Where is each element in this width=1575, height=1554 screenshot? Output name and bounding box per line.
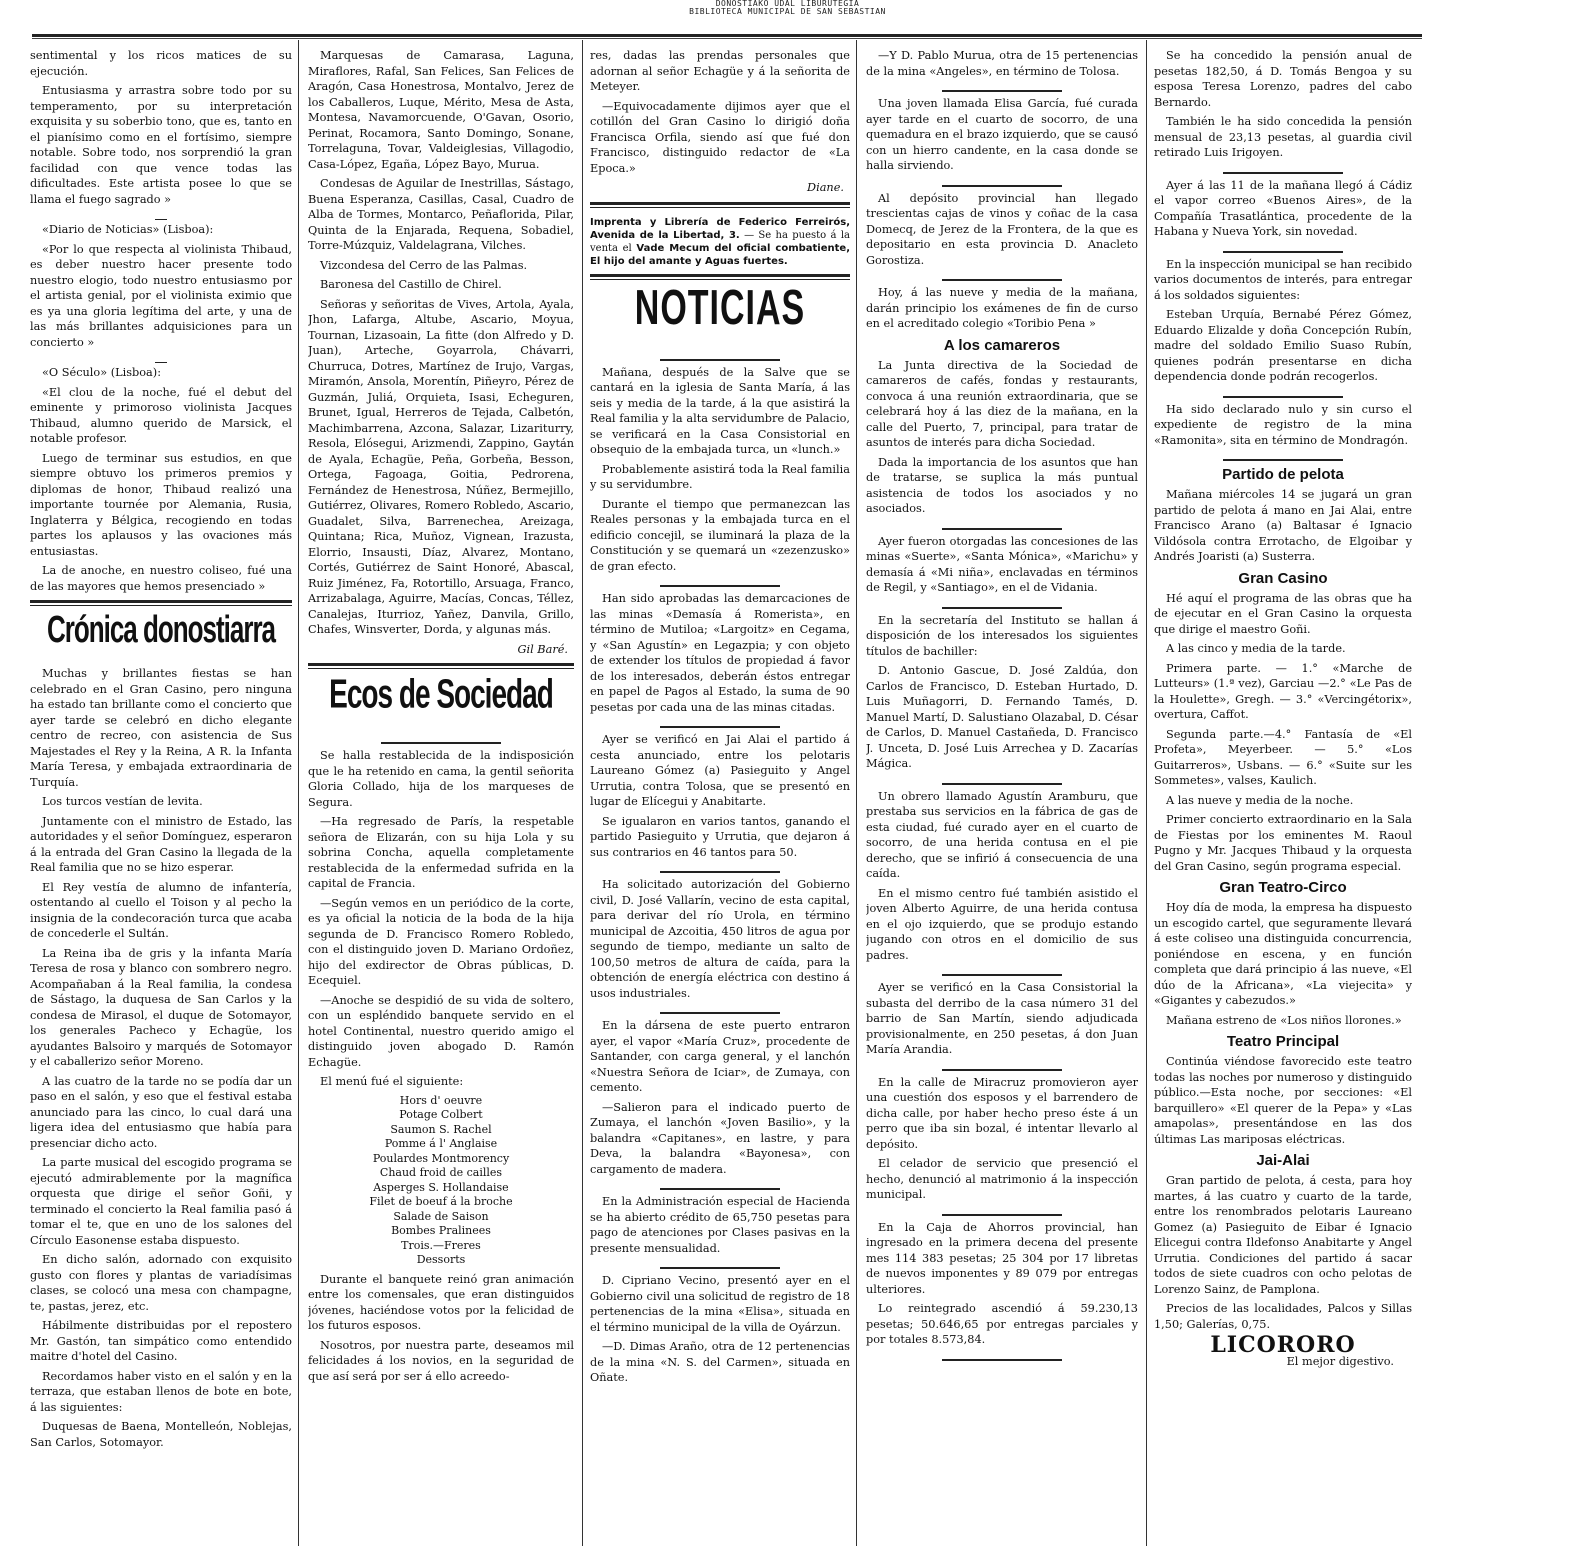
paragraph: —D. Dimas Araño, otra de 12 pertenencias de la mina «N. S. del Carmen», situada en Oñate. (590, 1340, 850, 1384)
section-heading: Gran Casino (1238, 569, 1328, 587)
paragraph: Primera parte. — 1.° «Marche de Lutteurs» (1.ª vez), Garciau —2.° «Le Pas de la Houlette», Gregh. — 3.° «Vercingétorix», overtura, Caffot. (1154, 661, 1412, 721)
menu-item: Pomme á l' Anglaise (384, 1137, 498, 1150)
separator (590, 719, 850, 727)
paragraph: Hábilmente distribuidas por el repostero Mr. Gastón, tan simpático como entendido maitre d'hotel del Casino. (30, 1319, 292, 1363)
section-heading: Jai-Alai (1256, 1152, 1310, 1169)
paragraph: En la secretaría del Instituto se hallan á disposición de los interesados los siguientes títulos de bachiller: (866, 613, 1138, 658)
menu-item: Trois.—Freres (401, 1238, 481, 1252)
paragraph: Mañana estreno de «Los niños llorones.» (1166, 1013, 1402, 1027)
paragraph: En la inspección municipal se han recibido varios documentos de interés, para entregar á los soldados siguientes: (1154, 257, 1412, 302)
masthead-line-2: BIBLIOTECA MUNICIPAL DE SAN SEBASTIAN (689, 7, 886, 16)
menu-item: Chaud froid de cailles (379, 1166, 503, 1179)
menu-item: Asperges S. Hollandaise (373, 1180, 509, 1194)
separator (590, 1260, 850, 1268)
paragraph: En la calle de Miracruz promovieron ayer una cuestión dos esposos y el barrendero de dicha calle, por haber hecho preso éste á un perro que iba sin bozal, é intentar llevarlo al depósito. (866, 1075, 1138, 1151)
paragraph: D. Antonio Gascue, D. José Zaldúa, don Carlos de Francisco, D. Esteban Hurtado, D. Luis Muñagorri, D. Fernando Tamés, D. Manuel Martí, D. Salustiano Olazabal, D. César de Carlos, D. Manuel Castañeda, D. Francisco J. Unceta, D. José Luis Arrechea y D. Zacarías Mágica. (866, 664, 1138, 770)
paragraph: El menú fué el siguiente: (320, 1075, 464, 1088)
title-separator (308, 735, 574, 743)
separator (866, 178, 1138, 186)
menu-item: Dessorts (416, 1253, 466, 1266)
paragraph: —Según vemos en un periódico de la corte, es ya oficial la noticia de la boda de la hija segunda de D. Francisco Romero Robledo, con el distinguido joven D. Mariano Ordoñez, hijo del exdirector de Obras públicas, D. Ecequiel. (308, 896, 574, 987)
paragraph: Dada la importancia de los asuntos que han de tratarse, se suplica la más puntual asistencia de todos los asociados y no asociados. (866, 455, 1138, 515)
paragraph: «El clou de la noche, fué el debut del eminente y primoroso violinista Jacques Thibaud, alumno querido de Marsick, el notable profesor. (30, 385, 292, 445)
section-heading: Teatro Principal (1226, 1033, 1340, 1050)
paragraph: Un obrero llamado Agustín Aramburu, que prestaba sus servicios en la fábrica de gas de esta ciudad, fué curado ayer en el cuarto de socorro, de una herida contusa en el pie derecho, que se infirió á consecuencia de una caída. (866, 789, 1138, 880)
imprenta-notice (590, 216, 850, 268)
paragraph: También le ha sido concedida la pensión mensual de 23,13 pesetas, al guardia civil retirado Luis Irigoyen. (1154, 115, 1412, 159)
separator (1154, 244, 1412, 252)
paragraph: Lo reintegrado ascendió á 59.230,13 pesetas; 50.646,65 por entregas parciales y por totales 8.573,84. (866, 1302, 1138, 1346)
separator (1154, 452, 1412, 460)
paragraph: Marquesas de Camarasa, Laguna, Miraflores, Rafal, San Felices, San Felices de Aragón, Casa Honestrosa, Montalvo, Jerez de los Caballeros, Luque, Mérito, Mesa de Asta, Montesa, Navamorcuende, O'Gavan, Osorio, Perinat, Rocamora, Santo Domingo, Sonane, Torrelaguna, Tovar, Valdeiglesias, Villagodio, Casa-López, Egaña, López Bayo, Murua. (308, 49, 574, 171)
separator (866, 776, 1138, 784)
paragraph: Ha sido declarado nulo y sin curso el expediente de registro de la mina «Ramonita», sita en término de Mondragón. (1154, 402, 1412, 447)
paragraph: Esteban Urquía, Bernabé Pérez Gómez, Eduardo Elizalde y doña Concepción Rubín, madre del soldado Emilio Suaso Rubín, quienes podrán presentarse en dicha dependencia donde podrán recogerlos. (1154, 308, 1412, 383)
paragraph: Primer concierto extraordinario en la Sala de Fiestas por los eminentes M. Raoul Pugno y Mr. Jacques Thibaud y la orquesta del Gran Casino, según programa especial. (1154, 813, 1412, 873)
paragraph: Durante el tiempo que permanezcan las Reales personas y la embajada turca en el edificio concejil, se iluminará la plaza de la Constitución y se quemará un «zezenzusko» de gran efecto. (590, 497, 850, 573)
signature: Gil Baré. (517, 642, 568, 656)
paragraph: Han sido aprobadas las demarcaciones de las minas «Demasía á Romerista», en término de Mutiloa; «Largoitz» en Cegama, y «San Agustín» en Legazpia; y con objeto de extender los títulos de propiedad á favor de los interesados, deberán éstos entregar en papel de Pagos al Estado, la suma de 90 pesetas por cada una de las minas citadas. (590, 592, 850, 714)
paragraph: Hoy día de moda, la empresa ha dispuesto un escogido cartel, que seguramente llevará á este coliseo una distinguida concurrencia, poniéndose en escena, y en función completa que dará principio á las nueve, «El dúo de la Africana», «La viejecita» y «Gigantes y cabezudos.» (1154, 901, 1412, 1007)
paragraph: Ayer á las 11 de la mañana llegó á Cádiz el vapor correo «Buenos Aires», de la Compañía Trasatlántica, procedente de la Habana y Nueva York, sin novedad. (1154, 178, 1412, 238)
paragraph: Recordamos haber visto en el salón y en la terraza, que estaban llenos de bote en bote, á las siguientes: (30, 1369, 292, 1414)
paragraph: Hoy, á las nueve y media de la mañana, darán principio los exámenes de fin de curso en el acreditado colegio «Toribio Pena » (866, 286, 1138, 330)
paragraph: «Diario de Noticias» (Lisboa): (42, 223, 214, 236)
paragraph: —Equivocadamente dijimos ayer que el cotillón del Gran Casino lo dirigió doña Francisca Orfila, siendo así que fué don Francisco, distinguido redactor de «La Epoca.» (590, 99, 850, 175)
paragraph: Muchas y brillantes fiestas se han celebrado en el Gran Casino, pero ninguna ha estado tan brillante como el concierto que ayer tarde se celebró en dicho elegante centro de recreo, con asistencia de Sus Majestades el Rey y la Reina, A R. la Infanta María Teresa, y embajada extraordinaria de Turquía. (30, 667, 292, 789)
paragraph: Ayer se verificó en la Casa Consistorial la subasta del derribo de la casa número 31 del barrio de San Martín, siendo adjudicada provisionalmente, en 250 pesetas, á don Juan María Arandia. (866, 981, 1138, 1056)
paragraph: Duquesas de Baena, Montelleón, Noblejas, San Carlos, Sotomayor. (30, 1420, 292, 1449)
ecos-title: Ecos de Sociedad (329, 671, 553, 717)
paragraph: res, dadas las prendas personales que adornan al señor Echagüe y á la señorita de Meteyer. (590, 49, 850, 93)
licororo-ad-slogan: El mejor digestivo. (1286, 1354, 1394, 1368)
section-heading: Partido de pelota (1222, 466, 1344, 483)
separator (1154, 389, 1412, 397)
paragraph: Ayer se verificó en Jai Alai el partido á cesta anunciado, entre los pelotaris Laureano Gómez (a) Pasieguito y Angel Urrutia, contra Tolosa, que se presentó en lugar de Elícegui y Anabitarte. (590, 733, 850, 808)
separator (866, 83, 1138, 91)
paragraph: sentimental y los ricos matices de su ejecución. (30, 49, 292, 78)
paragraph: En la Administración especial de Hacienda se ha abierto crédito de 65,750 pesetas para pago de atenciones por Clases pasivas en la presente mensualidad. (590, 1195, 850, 1255)
column-2 (308, 48, 574, 1548)
top-rule (32, 34, 1422, 39)
column-rule (582, 40, 583, 1546)
column-4 (866, 48, 1138, 1548)
paragraph: —Salieron para el indicado puerto de Zumaya, el lanchón «Joven Basilio», y la balandra «Capitanes», en lastre, y para Deva, la balandra «Bayonesa», con cargamento de madera. (590, 1100, 850, 1176)
separator (866, 1207, 1138, 1215)
separator (866, 1062, 1138, 1070)
title-separator (590, 352, 850, 360)
paragraph: Al depósito provincial han llegado trescientas cajas de vinos y coñac de la casa Domecq, de Jerez de la Frontera, de la que es depositario en esta provincia D. Anacleto Gorostiza. (866, 191, 1138, 267)
paragraph: Se ha concedido la pensión anual de pesetas 182,50, á D. Tomás Bengoa y su esposa Teresa Lorenzo, padres del cabo Bernardo. (1154, 49, 1412, 109)
paragraph: Los turcos vestían de levita. (42, 795, 203, 808)
separator (590, 864, 850, 872)
menu-item: Bombes Pralinees (391, 1224, 491, 1237)
licororo-ad-title: LICORORO (1210, 1332, 1356, 1358)
paragraph: Baronesa del Castillo de Chirel. (320, 278, 502, 291)
masthead-line-1: DONOSTIAKO UDAL LIBURUTEGIA (715, 0, 860, 8)
section-rule (308, 663, 574, 669)
paragraph: Se igualaron en varios tantos, ganando el partido Pasieguito y Urrutia, que dejaron á sus contrarios en 46 tantos para 50. (590, 814, 850, 859)
paragraph: La de anoche, en nuestro coliseo, fué una de las mayores que hemos presenciado » (30, 564, 292, 593)
paragraph: Continúa viéndose favorecido este teatro todas las noches por numeroso y distinguido público.—Esta noche, por secciones: «El barquillero» «El querer de la Pepa» y «Las amapolas», presentándose en las dos últimas Las mariposas eléctricas. (1154, 1055, 1412, 1146)
paragraph: La parte musical del escogido programa se ejecutó admirablemente por la magnífica orquesta que dirige el señor Goñi, y terminado el concierto la Real familia pasó á tomar el te, que en uno de los salones del Círculo Easonense estaba dispuesto. (30, 1156, 292, 1247)
menu-item: Hors d' oeuvre (399, 1093, 483, 1107)
imprenta-text: — Se ha puesto á la venta el (590, 229, 850, 254)
paragraph: En el mismo centro fué también asistido el joven Alberto Aguirre, de una herida contusa en el ojo izquierdo, que se produjo estando jugando con otros en el domicilio de sus padres. (866, 886, 1138, 962)
paragraph: Ayer fueron otorgadas las concesiones de las minas «Suerte», «Santa Mónica», «Marichu» y demasía á «Mi niña», enclavadas en términos de Regil, y «Santiago», en el de Vidania. (866, 534, 1138, 594)
paragraph: A las cuatro de la tarde no se podía dar un paso en el salón, y eso que el festival estaba anunciado para las cinco, lo cual dará una ligera idea del entusiasmo que había para presenciar dicho acto. (30, 1074, 292, 1150)
section-heading: Gran Teatro-Circo (1219, 879, 1347, 896)
paragraph: En la Caja de Ahorros provincial, han ingresado en la primera decena del presente mes 114 383 pesetas; 25 304 por 17 libretas de nuevos imponentes y 89 079 por entregas ulteriores. (866, 1220, 1138, 1296)
paragraph: Señoras y señoritas de Vives, Artola, Ayala, Jhon, Lafarga, Altube, Ascario, Moyua, Tournan, Lizasoain, La fitte (don Alfredo y D. Juan), Arteche, Goyarrola, Chávarri, Churruca, Dotres, Martínez de Irujo, Vargas, Miramón, Ansola, Morentín, Piñeyro, Pérez de Guzmán, Juliá, Orquieta, Isasi, Echeguren, Brunet, Igual, Herreros de Tejada, Calbetón, Machimbarrena, Azcona, Salazar, Lizariturry, Resola, Elósegui, Arizmendi, Zappino, Gaytán de Ayala, Echagüe, Peña, Gorbeña, Besson, Ortega, Fagoaga, Goitia, Pedrorena, Fernández de Henestrosa, Núñez, Bermejillo, Gutiérrez, Olivares, Romero Robledo, Ascario, Guadalet, Silva, Barrenechea, Areizaga, Quintana; Rica, Muñoz, Vignean, Irazusta, Elorrio, Insausti, Díaz, Alvarez, Montano, Cortés, Gutiérrez de Saint Honoré, Abascal, Ruiz Jiménez, Fa, Rotortillo, Arsuaga, Franco, Arrizabalaga, Aguirre, Macías, Concas, Téllez, Canalejas, Iturrioz, Yañez, Danvila, Grillo, Chafes, Winsverter, Dorda, y algunas más. (308, 297, 574, 636)
noticias-title: NOTICIAS (634, 279, 806, 335)
paragraph: Condesas de Aguilar de Inestrillas, Sástago, Buena Esperanza, Casillas, Casal, Cuadro de Alba de Tormes, Montarco, Peñaflorida, Pilar, Quinta de la Enjarada, Requena, Sobadiel, Torre-Múzquiz, Valdelagrana, Vilches. (308, 177, 574, 252)
library-masthead (0, 0, 1575, 16)
banquet-menu (308, 1094, 574, 1268)
column-rule (856, 40, 857, 1546)
menu-item: Saumon S. Rachel (390, 1122, 492, 1136)
separator (866, 967, 1138, 975)
section-rule (30, 600, 292, 606)
menu-item: Poulardes Montmorency (372, 1151, 510, 1165)
paragraph: Gran partido de pelota, á cesta, para hoy martes, á las cuatro y cuarto de la tarde, entre los renombrados pelotaris Laureano Gomez (a) Pasieguito de Eibar é Ignacio Elicegui contra Ildefonso Anabitarte y Angel Urrutia. Condiciones del partido á sacar todos de siete cuadros con ocho pelotas de Lorenzo Sainz, de Pamplona. (1154, 1174, 1412, 1296)
dash-separator (30, 211, 292, 219)
paragraph: En la dársena de este puerto entraron ayer, el vapor «María Cruz», procedente de Santander, con carga general, y el lanchón «Nuestra Señora de Iciar», de Zumaya, con cemento. (590, 1019, 850, 1094)
paragraph: Segunda parte.—4.° Fantasía de «El Profeta», Meyerbeer. — 5.° «Los Guitarreros», Usbans. — 6.° «Suite sur les Sommetes», valses, Kaulich. (1154, 727, 1412, 787)
paragraph: —Y D. Pablo Murua, otra de 15 pertenencias de la mina «Angeles», en término de Tolosa. (866, 49, 1138, 78)
paragraph: —Anoche se despidió de su vida de soltero, con un espléndido banquete servido en el hotel Continental, nuestro querido amigo el distinguido joven abogado D. Ramón Echagüe. (308, 993, 574, 1069)
paragraph: Vizcondesa del Cerro de las Palmas. (320, 258, 528, 272)
paragraph: El Rey vestía de alumno de infantería, ostentando al cuello el Toison y al pecho la insignia de la condecoración turca que acaba de concederle el Sultán. (30, 880, 292, 940)
paragraph: «O Século» (Lisboa): (42, 366, 162, 379)
separator (1154, 165, 1412, 173)
column-rule (298, 40, 299, 1546)
separator (866, 1352, 1138, 1360)
menu-item: Salade de Saison (393, 1209, 489, 1223)
column-3 (590, 48, 850, 1548)
separator (866, 600, 1138, 608)
section-rule (590, 202, 850, 208)
paragraph: Hé aquí el programa de las obras que ha de ejecutar en el Gran Casino la orquesta que dirige el maestro Goñi. (1154, 591, 1412, 636)
paragraph: —Ha regresado de París, la respetable señora de Elizarán, con su hija Lola y su sobrina Concha, aquella completamente restablecida de la enfermedad sufrida en la capital de Francia. (308, 815, 574, 890)
separator (866, 272, 1138, 280)
section-heading: A los camareros (943, 336, 1061, 354)
menu-item: Potage Colbert (399, 1108, 483, 1121)
signature: Diane. (807, 181, 844, 194)
cronica-title: Crónica donostiarra (46, 607, 276, 651)
imprenta-titles: Vade Mecum del oficial combatiente, El hijo del amante y Aguas fuertes. (590, 242, 850, 267)
section-rule (590, 274, 850, 280)
paragraph: Precios de las localidades, Palcos y Sillas 1,50; Galerías, 0,75. (1154, 1302, 1412, 1331)
separator (590, 1181, 850, 1189)
menu-item: Filet de boeuf á la broche (369, 1195, 513, 1208)
paragraph: Ha solicitado autorización del Gobierno civil, D. José Vallarín, vecino de esta capital, para derivar del río Urola, en término municipal de Azcoitia, 450 litros de agua por segundo de tiempo, mediante un salto de 100,50 metros de altura de caída, para la obtención de energía eléctrica con destino á usos industriales. (590, 878, 850, 1000)
column-1 (30, 48, 292, 1548)
paragraph: Mañana, después de la Salve que se cantará en la iglesia de Santa María, á las seis y media de la tarde, á la que asistirá la Real familia y la alta servidumbre de Palacio, se verificará en la Casa Consistorial en obsequio de la embajada turca, un «lunch.» (590, 365, 850, 456)
separator (590, 578, 850, 586)
paragraph: D. Cipriano Vecino, presentó ayer en el Gobierno civil una solicitud de registro de 18 pertenencias de la mina «Elisa», situada en el término municipal de la villa de Oyárzun. (590, 1274, 850, 1334)
dash-separator (30, 354, 292, 362)
separator (866, 521, 1138, 529)
paragraph: «Por lo que respecta al violinista Thibaud, es deber nuestro hacer presente todo nuestro elogio, todo nuestro entusiasmo por el artista genial, por el violinista eximio que es ya una gloria legítima del arte, y una de las más brillantes adquisiciones para un concierto » (30, 242, 292, 349)
paragraph: Una joven llamada Elisa García, fué curada ayer tarde en el cuarto de socorro, de una quemadura en el brazo izquierdo, que se causó con un hierro candente, en la casa donde se halla sirviendo. (866, 97, 1138, 172)
paragraph: En dicho salón, adornado con exquisito gusto con flores y plantas de variadísimas clases, se colocó una mesa con champagne, te, pastas, jerez, etc. (30, 1253, 292, 1313)
paragraph: Probablemente asistirá toda la Real familia y su servidumbre. (590, 462, 850, 491)
paragraph: Luego de terminar sus estudios, en que siempre obtuvo los primeros premios y diplomas de honor, Thibaud realizó una importante tournée por Alemania, Rusia, Inglaterra y Bélgica, recogiendo en todas partes los aplausos y las ovaciones más entusiastas. (30, 451, 292, 558)
paragraph: A las cinco y media de la tarde. (1166, 642, 1346, 655)
paragraph: El celador de servicio que presenció el hecho, denunció al matrimonio á la inspección municipal. (866, 1157, 1138, 1201)
imprenta-name: Imprenta y Librería de Federico Ferreirós, Avenida de la Libertad, 3. (590, 216, 850, 241)
paragraph: Durante el banquete reinó gran animación entre los comensales, que eran distinguidos jóvenes, haciéndose votos por la felicidad de los futuros esposos. (308, 1272, 574, 1332)
paragraph: Entusiasma y arrastra sobre todo por su temperamento, por su interpretación exquisita y su soberbio tono, que es, tanto en el pianísimo como en el fortísimo, siempre notable. Sobre todo, nos sorprendió la gran facilidad con que vence todas las dificultades. Este artista posee lo que se llama el fuego sagrado » (30, 84, 292, 206)
paragraph: Se halla restablecida de la indisposición que le ha retenido en cama, la gentil señorita Gloria Collado, hija de los marqueses de Segura. (308, 749, 574, 809)
paragraph: La Reina iba de gris y la infanta María Teresa de rosa y blanco con sombrero negro. Acompañaban á la Real familia, la condesa de Sástago, la duquesa de San Carlos y la condesa de Mirasol, el duque de Sotomayor, los generales Pacheco y Echagüe, los ayudantes Balsoiro y marqués de Sotomayor y el caballerizo señor Moreno. (30, 946, 292, 1068)
paragraph: Nosotros, por nuestra parte, deseamos mil felicidades á los novios, en la seguridad de que así será por ser á ello acreedo- (308, 1338, 574, 1383)
column-5 (1154, 48, 1412, 1548)
paragraph: Juntamente con el ministro de Estado, las autoridades y el señor Domínguez, esperaron á la entrada del Gran Casino la llegada de la Real familia que no se hizo esperar. (30, 814, 292, 874)
column-rule (1146, 40, 1147, 1546)
paragraph: A las nueve y media de la noche. (1166, 793, 1354, 807)
paragraph: La Junta directiva de la Sociedad de camareros de cafés, fondas y restaurants, convoca á una reunión extraordinaria, que se celebrará hoy á las diez de la mañana, en la calle del Puerto, 7, principal, para tratar de asuntos de interés para dicha Sociedad. (866, 358, 1138, 449)
paragraph: Mañana miércoles 14 se jugará un gran partido de pelota á mano en Jai Alai, entre Francisco Arano (a) Baltasar é Ignacio Vildósola contra Errotacho, de Elgoibar y Andrés Joaristi (a) Susterra. (1154, 488, 1412, 563)
separator (590, 1005, 850, 1013)
